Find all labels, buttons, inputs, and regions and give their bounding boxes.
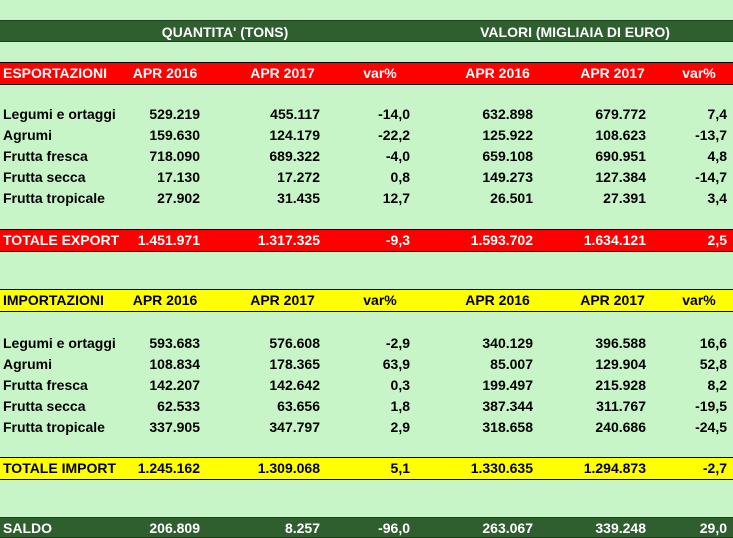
row-label: Frutta secca (3, 398, 86, 414)
import-header-label: IMPORTAZIONI (3, 292, 104, 308)
cell: 63,9 (382, 356, 410, 372)
table-row (0, 375, 733, 396)
row-label: Agrumi (3, 356, 52, 372)
cell: 29,0 (699, 520, 727, 536)
cell: 16,6 (699, 335, 727, 351)
cell: 8.257 (284, 520, 320, 536)
cell: 125.922 (482, 127, 533, 143)
cell: -9,3 (385, 232, 410, 248)
cell: -2,7 (702, 460, 727, 476)
table-row (0, 125, 733, 146)
cell: 1.634.121 (583, 232, 646, 248)
cell: 690.951 (595, 148, 646, 164)
table-row (0, 354, 733, 375)
cell: 396.588 (595, 335, 646, 351)
cell: 142.642 (269, 377, 320, 393)
export-header-qty-var: var% (363, 65, 397, 81)
cell: 1.309.068 (257, 460, 320, 476)
import-header-row (0, 289, 733, 312)
cell: 7,4 (707, 106, 727, 122)
cell: 718.090 (149, 148, 200, 164)
cell: 240.686 (595, 419, 646, 435)
cell: 689.322 (269, 148, 320, 164)
cell: 576.608 (269, 335, 320, 351)
cell: 159.630 (149, 127, 200, 143)
cell: 63.656 (277, 398, 320, 414)
saldo-row (0, 517, 733, 538)
cell: 124.179 (269, 127, 320, 143)
cell: 2,9 (390, 419, 410, 435)
row-label: Frutta secca (3, 169, 86, 185)
header-band (0, 20, 733, 42)
cell: -14,7 (695, 169, 727, 185)
import-header-val-var: var% (682, 292, 716, 308)
cell: 1.317.325 (257, 232, 320, 248)
cell: 387.344 (482, 398, 533, 414)
cell: -13,7 (695, 127, 727, 143)
cell: 311.767 (596, 398, 646, 414)
cell: 340.129 (482, 335, 533, 351)
cell: 52,8 (699, 356, 727, 372)
cell: 632.898 (482, 106, 533, 122)
table-row (0, 104, 733, 125)
cell: 199.497 (482, 377, 533, 393)
cell: -4,0 (385, 148, 410, 164)
cell: -19,5 (695, 398, 727, 414)
export-total-label: TOTALE EXPORT (3, 232, 120, 248)
import-total-label: TOTALE IMPORT (3, 460, 117, 476)
cell: 1.294.873 (583, 460, 646, 476)
cell: 27.391 (603, 190, 646, 206)
table-row (0, 417, 733, 438)
cell: 178.365 (269, 356, 320, 372)
cell: -96,0 (378, 520, 410, 536)
row-label: Frutta fresca (3, 148, 88, 164)
cell: 5,1 (390, 460, 410, 476)
cell: 27.902 (157, 190, 200, 206)
cell: 659.108 (482, 148, 533, 164)
import-header-qty-2016: APR 2016 (132, 292, 198, 308)
export-header-qty-2016: APR 2016 (132, 65, 198, 81)
row-label: Frutta tropicale (3, 190, 105, 206)
cell: 206.809 (149, 520, 200, 536)
import-header-qty-var: var% (363, 292, 397, 308)
cell: 108.623 (595, 127, 646, 143)
import-header-val-2016: APR 2016 (465, 292, 530, 308)
cell: 3,4 (707, 190, 727, 206)
cell: 17.130 (157, 169, 200, 185)
cell: 455.117 (270, 106, 320, 122)
cell: 0,8 (390, 169, 410, 185)
export-header-val-2016: APR 2016 (465, 65, 530, 81)
row-label: Agrumi (3, 127, 52, 143)
cell: 215.928 (595, 377, 646, 393)
import-header-qty-2017: APR 2017 (250, 292, 315, 308)
cell: 1,8 (390, 398, 410, 414)
export-header-val-var: var% (682, 65, 716, 81)
import-total-row (0, 457, 733, 480)
row-label: Frutta tropicale (3, 419, 105, 435)
cell: -22,2 (378, 127, 410, 143)
cell: 85.007 (490, 356, 533, 372)
cell: 31.435 (277, 190, 320, 206)
saldo-label: SALDO (3, 520, 52, 536)
export-header-row (0, 62, 733, 85)
table-row (0, 396, 733, 417)
cell: 108.834 (149, 356, 200, 372)
cell: 4,8 (707, 148, 727, 164)
cell: 142.207 (149, 377, 200, 393)
table-row (0, 333, 733, 354)
export-header-qty-2017: APR 2017 (250, 65, 315, 81)
cell: 17.272 (277, 169, 320, 185)
cell: 149.273 (482, 169, 533, 185)
value-title: VALORI (MIGLIAIA DI EURO) (480, 24, 670, 40)
cell: 339.248 (595, 520, 646, 536)
cell: 679.772 (595, 106, 646, 122)
cell: 1.593.702 (470, 232, 533, 248)
cell: 318.658 (482, 419, 533, 435)
cell: 1.451.971 (137, 232, 200, 248)
export-header-label: ESPORTAZIONI (3, 65, 107, 81)
cell: 347.797 (269, 419, 320, 435)
row-label: Frutta fresca (3, 377, 88, 393)
export-total-row (0, 229, 733, 252)
row-label: Legumi e ortaggi (3, 106, 116, 122)
export-header-val-2017: APR 2017 (580, 65, 645, 81)
table-row (0, 146, 733, 167)
cell: 0,3 (390, 377, 410, 393)
cell: 127.384 (595, 169, 646, 185)
cell: 62.533 (157, 398, 200, 414)
cell: 26.501 (490, 190, 533, 206)
cell: 129.904 (595, 356, 646, 372)
cell: 337.905 (149, 419, 200, 435)
cell: 593.683 (149, 335, 200, 351)
cell: -24,5 (695, 419, 727, 435)
cell: 12,7 (382, 190, 410, 206)
cell: 263.067 (482, 520, 533, 536)
cell: 1.245.162 (137, 460, 200, 476)
cell: 529.219 (149, 106, 200, 122)
cell: 1.330.635 (470, 460, 533, 476)
import-header-val-2017: APR 2017 (580, 292, 645, 308)
row-label: Legumi e ortaggi (3, 335, 116, 351)
cell: -14,0 (378, 106, 410, 122)
quantity-title: QUANTITA' (TONS) (161, 24, 289, 40)
table-row (0, 188, 733, 209)
cell: 8,2 (707, 377, 727, 393)
cell: 2,5 (707, 232, 727, 248)
cell: -2,9 (385, 335, 410, 351)
table-row (0, 167, 733, 188)
